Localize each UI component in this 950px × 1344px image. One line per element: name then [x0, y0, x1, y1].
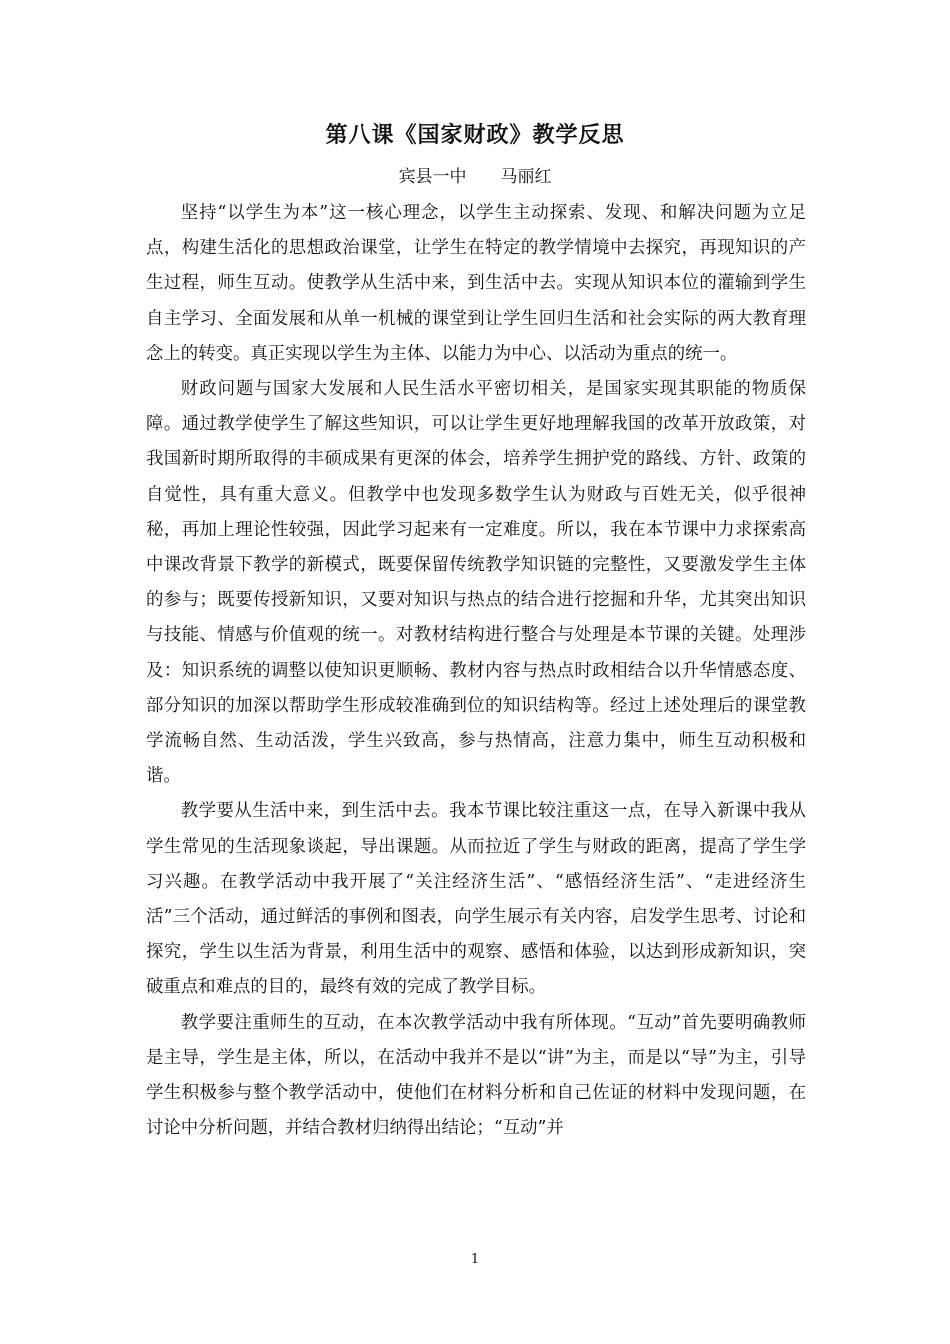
document-title: 第八课《国家财政》教学反思: [325, 122, 625, 148]
paragraph: 教学要从生活中来，到生活中去。我本节课比较注重这一点，在导入新课中我从学生常见的生活现象谈起，导出课题。从而拉近了学生与财政的距离，提高了学生学习兴趣。在教学活动中我开展了“关注经济生活”、“感悟经济生活”、“走进经济生活”三个活动，通过鲜活的事例和图表，向学生展示有关内容，启发学生思考、讨论和探究，学生以生活为背景，利用生活中的观察、感悟和体验，以达到形成新知识，突破重点和难点的目的，最终有效的完成了教学目标。: [146, 801, 806, 998]
document-body: [146, 196, 806, 1146]
author-school: 宾县一中: [398, 167, 467, 187]
paragraph: 财政问题与国家大发展和人民生活水平密切相关，是国家实现其职能的物质保障。通过教学使学生了解这些知识，可以让学生更好地理解我国的改革开放政策，对我国新时期所取得的丰硕成果有更深的体会，培养学生拥护党的路线、方针、政策的自觉性，具有重大意义。但教学中也发现多数学生认为财政与百姓无关，似乎很神秘，再加上理论性较强，因此学习起来有一定难度。所以，我在本节课中力求探索高中课改背景下教学的新模式，既要保留传统教学知识链的完整性，又要激发学生主体的参与；既要传授新知识，又要对知识与热点的结合进行挖掘和升华，尤其突出知识与技能、情感与价值观的统一。对教材结构进行整合与处理是本节课的关键。处理涉及：知识系统的调整以使知识更顺畅、教材内容与热点时政相结合以升华情感态度、部分知识的加深以帮助学生形成较准确到位的知识结构等。经过上述处理后的课堂教学流畅自然、生动活泼，学生兴致高，参与热情高，注意力集中，师生互动积极和谐。: [146, 379, 806, 787]
page-number: 1: [470, 1252, 480, 1267]
author-name: 马丽红: [500, 167, 552, 187]
paragraph: 坚持“以学生为本”这一核心理念，以学生主动探索、发现、和解决问题为立足点，构建生活化的思想政治课堂，让学生在特定的教学情境中去探究，再现知识的产生过程，师生互动。使教学从生活中来，到生活中去。实现从知识本位的灌输到学生自主学习、全面发展和从单一机械的课堂到让学生回归生活和社会实际的两大教育理念上的转变。真正实现以学生为主体、以能力为中心、以活动为重点的统一。: [146, 203, 806, 364]
paragraph: 教学要注重师生的互动，在本次教学活动中我有所体现。“互动”首先要明确教师是主导，学生是主体，所以，在活动中我并不是以“讲”为主，而是以“导”为主，引导学生积极参与整个教学活动中，使他们在材料分析和自己佐证的材料中发现问题，在讨论中分析问题，并结合教材归纳得出结论；“互动”并: [146, 1012, 806, 1139]
author-line: [0, 162, 950, 187]
